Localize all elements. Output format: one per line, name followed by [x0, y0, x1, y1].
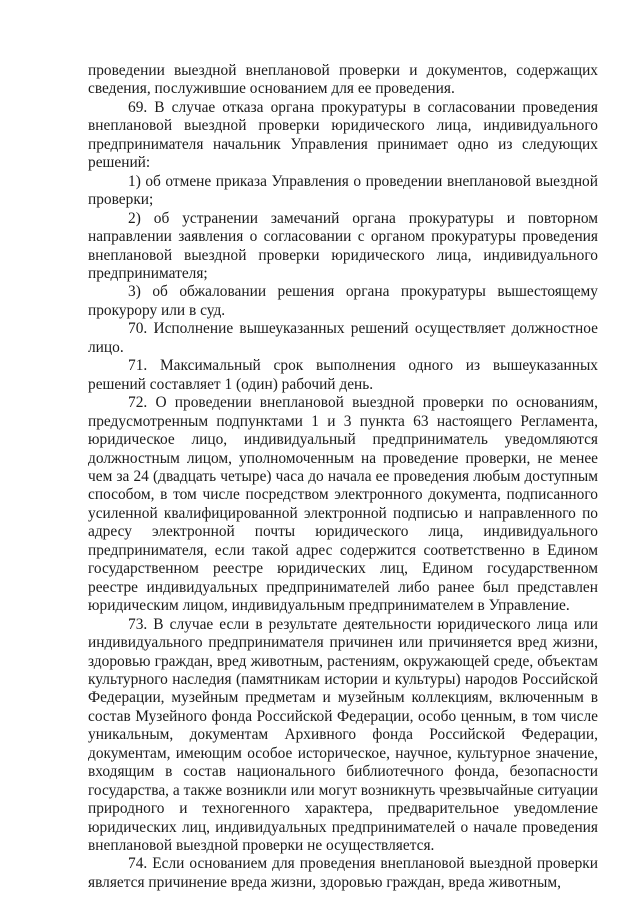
paragraph-69: 69. В случае отказа органа прокуратуры в согласовании проведения внеплановой выездной проверки юридического лица, индивидуального предпринимателя начальник Управления принимает одно из следующих решений: — [88, 98, 598, 172]
paragraph-72: 72. О проведении внеплановой выездной проверки по основаниям, предусмотренным подпунктами 1 и 3 пункта 63 настоящего Регламента, юридическое лицо, индивидуальный предприниматель уведомляются должностным лицом, уполномоченным на проведение проверки, не менее чем за 24 (двадцать четыре) часа до начала ее проведения любым доступным способом, в том числе посредством электронного документа, подписанного усиленной квалифицированной электронной подписью и направленного по адресу электронной почты юридического лица, индивидуального предпринимателя, если такой адрес содержится соответственно в Едином государственном реестре юридических лиц, Едином государственном реестре индивидуальных предпринимателей либо ранее был представлен юридическим лицом, индивидуальным предпринимателем в Управление. — [88, 394, 598, 615]
paragraph-70: 70. Исполнение вышеуказанных решений осуществляет должностное лицо. — [88, 320, 598, 356]
paragraph-71: 71. Максимальный срок выполнения одного из вышеуказанных решений составляет 1 (один) рабочий день. — [88, 357, 598, 393]
list-item-2: 2) об устранении замечаний органа прокуратуры и повторном направлении заявления о согласовании с органом прокуратуры проведения внеплановой выездной проверки юридического лица, индивидуального предпринимателя; — [88, 209, 598, 282]
paragraph-73: 73. В случае если в результате деятельности юридического лица или индивидуального предпринимателя причинен или причиняется вред жизни, здоровью граждан, вред животным, растениям, окружающей среде, объектам культурного наследия (памятникам истории и культуры) народов Российской Федерации, музейным предметам и музейным коллекциям, включенным в состав Музейного фонда Российской Федерации, особо ценным, в том числе уникальным, документам Архивного фонда Российской Федерации, документам, имеющим особое историческое, научное, культурное значение, входящим в состав национального библиотечного фонда, безопасности государства, а также возникли или могут возникнуть чрезвычайные ситуации природного и техногенного характера, предварительное уведомление юридических лиц, индивидуальных предпринимателей о начале проведения внеплановой выездной проверки не осуществляется. — [88, 615, 598, 855]
paragraph-continuation: проведении выездной внеплановой проверки и документов, содержащих сведения, послужившие основанием для ее проведения. — [88, 62, 598, 98]
list-item-3: 3) об обжаловании решения органа прокуратуры вышестоящему прокурору или в суд. — [88, 283, 598, 319]
list-item-1: 1) об отмене приказа Управления о проведении внеплановой выездной проверки; — [88, 172, 598, 209]
document-page — [88, 62, 598, 892]
paragraph-74: 74. Если основанием для проведения внеплановой выездной проверки является причинение вреда жизни, здоровью граждан, вреда животным, — [88, 855, 598, 891]
